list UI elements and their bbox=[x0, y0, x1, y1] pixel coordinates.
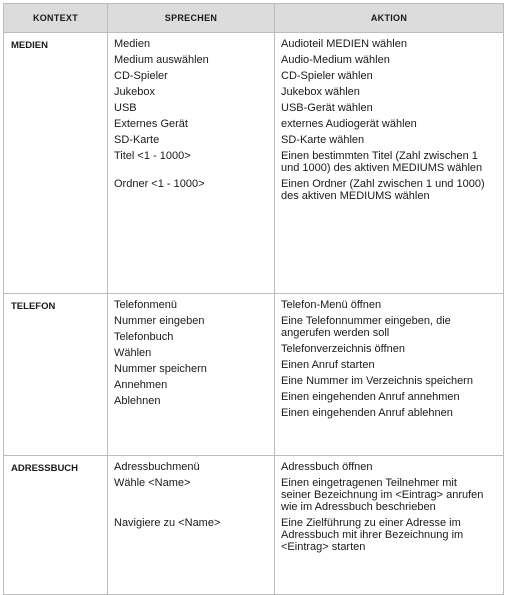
sprechen-item: Nummer speichern bbox=[114, 363, 207, 375]
aktion-item: Einen eingetragenen Teilnehmer mit seiner Bezeichnung im <Eintrag> anrufen wie im Adressbuch beschrieben bbox=[281, 477, 484, 513]
aktion-cell bbox=[275, 33, 504, 294]
aktion-item: Audioteil MEDIEN wählen bbox=[281, 38, 407, 50]
sprechen-item: Ordner <1 - 1000> bbox=[114, 178, 205, 190]
header-sprechen: SPRECHEN bbox=[108, 4, 275, 33]
aktion-item: Audio-Medium wählen bbox=[281, 54, 390, 66]
header-kontext: KONTEXT bbox=[4, 4, 108, 33]
aktion-item: USB-Gerät wählen bbox=[281, 102, 373, 114]
table-row-medien bbox=[4, 33, 504, 294]
sprechen-item: Jukebox bbox=[114, 86, 155, 98]
aktion-item: Eine Telefonnummer eingeben, die angerufen werden soll bbox=[281, 315, 451, 339]
aktion-item: CD-Spieler wählen bbox=[281, 70, 373, 82]
aktion-item: Einen Anruf starten bbox=[281, 359, 375, 371]
header-aktion: AKTION bbox=[275, 4, 504, 33]
sprechen-item: Medien bbox=[114, 38, 151, 50]
sprechen-item: SD-Karte bbox=[114, 134, 160, 146]
aktion-item: SD-Karte wählen bbox=[281, 134, 365, 146]
voice-command-table-wrapper bbox=[3, 3, 503, 569]
aktion-item: Eine Nummer im Verzeichnis speichern bbox=[281, 375, 473, 387]
aktion-item: Einen Ordner (Zahl zwischen 1 und 1000) des aktiven MEDIUMS wählen bbox=[281, 178, 485, 202]
sprechen-item: Medium auswählen bbox=[114, 54, 209, 66]
sprechen-item: Wähle <Name> bbox=[114, 477, 191, 489]
table-row-adressbuch bbox=[4, 456, 504, 595]
sprechen-item: USB bbox=[114, 102, 137, 114]
sprechen-item: Telefonmenü bbox=[114, 299, 177, 311]
aktion-item: Adressbuch öffnen bbox=[281, 461, 373, 473]
aktion-item: Einen bestimmten Titel (Zahl zwischen 1 und 1000) des aktiven MEDIUMS wählen bbox=[281, 150, 483, 174]
sprechen-cell bbox=[108, 33, 275, 294]
sprechen-item: Annehmen bbox=[114, 379, 168, 391]
sprechen-item: Nummer eingeben bbox=[114, 315, 205, 327]
aktion-item: Eine Zielführung zu einer Adresse im Adressbuch mit ihrer Bezeichnung im <Eintrag> starten bbox=[281, 517, 464, 553]
aktion-cell bbox=[275, 456, 504, 595]
sprechen-item: Telefonbuch bbox=[114, 331, 174, 343]
context-label: TELEFON bbox=[4, 294, 108, 456]
aktion-cell bbox=[275, 294, 504, 456]
aktion-item: Telefon-Menü öffnen bbox=[281, 299, 382, 311]
sprechen-item: Adressbuchmenü bbox=[114, 461, 200, 473]
aktion-item: Telefonverzeichnis öffnen bbox=[281, 343, 405, 355]
table-header-row bbox=[4, 4, 504, 33]
sprechen-cell bbox=[108, 456, 275, 595]
table-row-telefon bbox=[4, 294, 504, 456]
sprechen-item: Wählen bbox=[114, 347, 152, 359]
sprechen-item: CD-Spieler bbox=[114, 70, 168, 82]
aktion-item: externes Audiogerät wählen bbox=[281, 118, 417, 130]
aktion-item: Jukebox wählen bbox=[281, 86, 360, 98]
sprechen-cell bbox=[108, 294, 275, 456]
context-label: MEDIEN bbox=[4, 33, 108, 294]
voice-command-table bbox=[3, 3, 504, 595]
sprechen-item: Ablehnen bbox=[114, 395, 161, 407]
aktion-item: Einen eingehenden Anruf annehmen bbox=[281, 391, 460, 403]
context-label: ADRESSBUCH bbox=[4, 456, 108, 595]
aktion-item: Einen eingehenden Anruf ablehnen bbox=[281, 407, 453, 419]
sprechen-item: Externes Gerät bbox=[114, 118, 188, 130]
sprechen-item: Navigiere zu <Name> bbox=[114, 517, 221, 529]
sprechen-item: Titel <1 - 1000> bbox=[114, 150, 191, 162]
